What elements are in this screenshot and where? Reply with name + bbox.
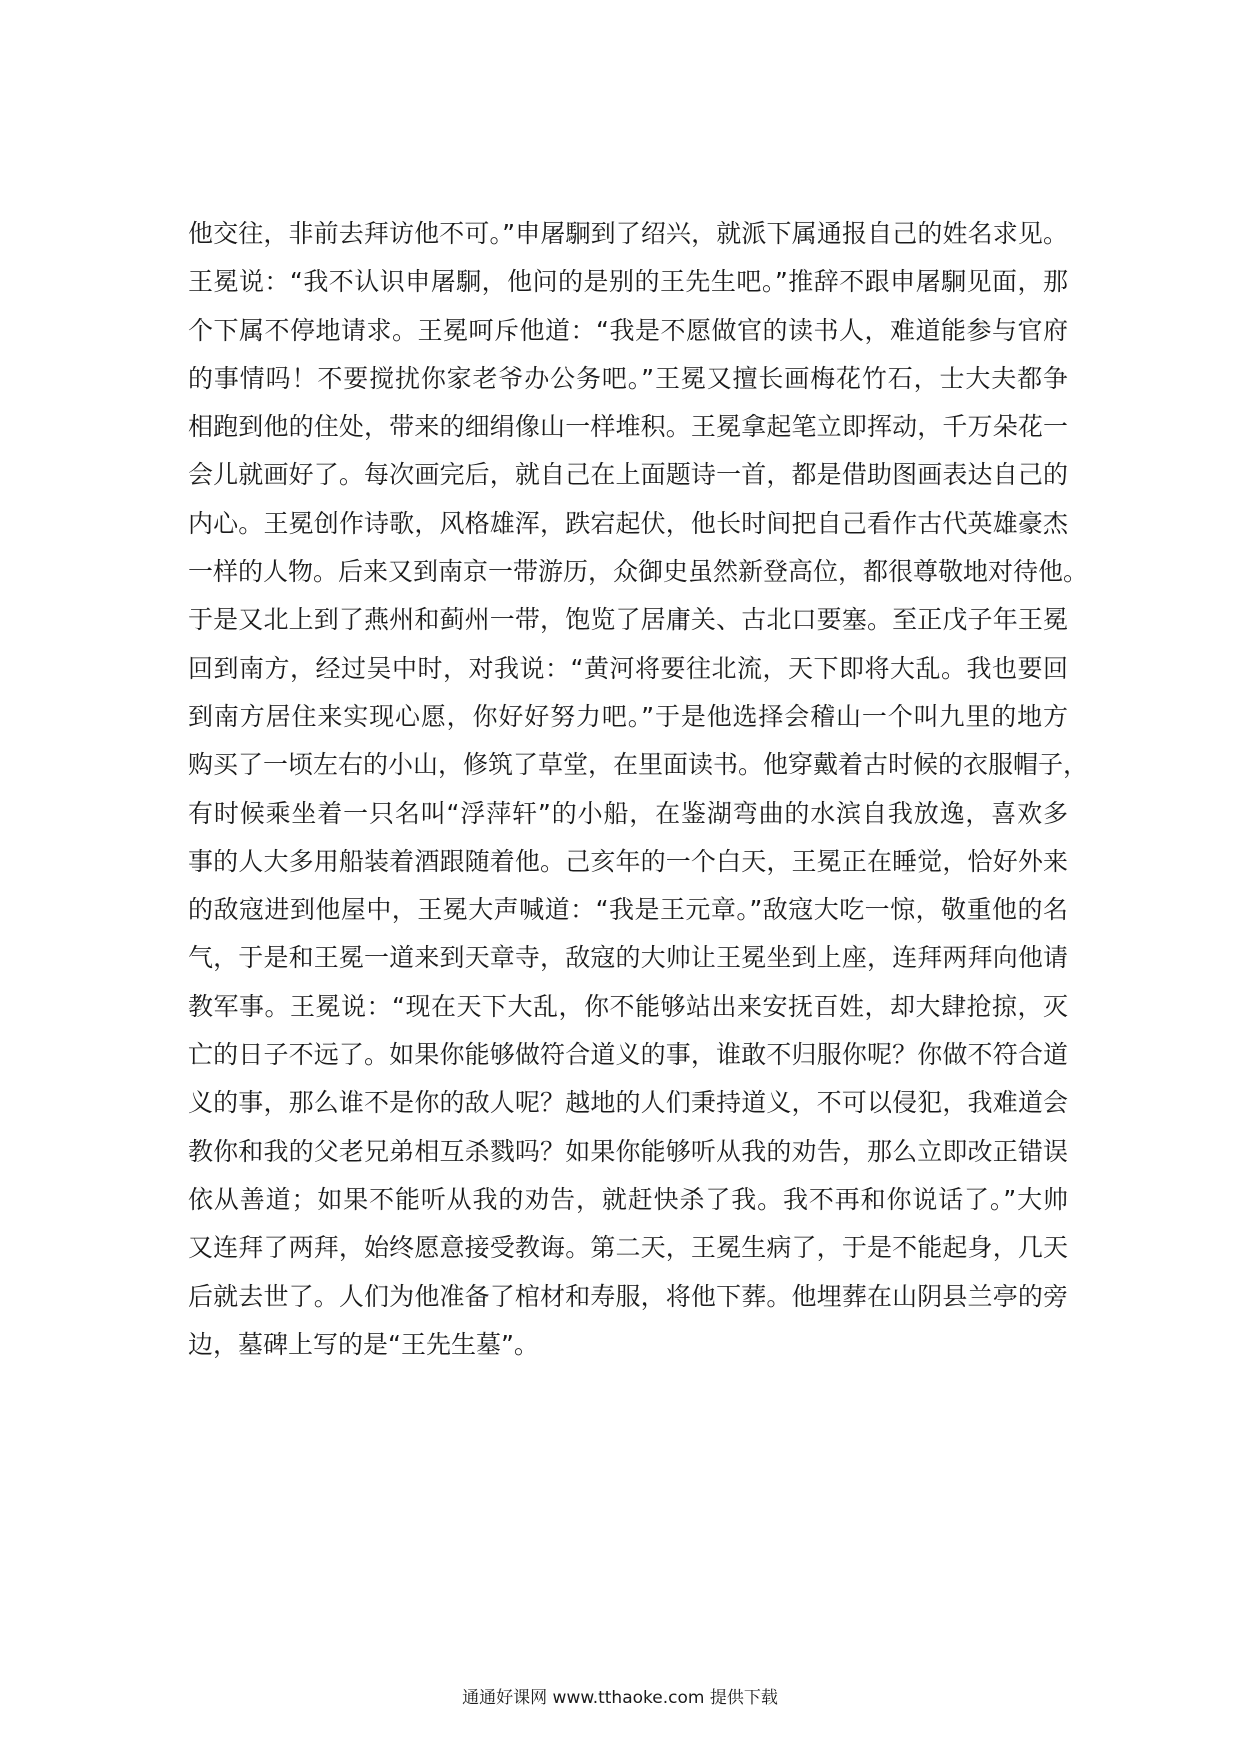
text-line: 的事情吗！不要搅扰你家老爷办公务吧。”王冕又擅长画梅花竹石，士大夫都争 [188, 363, 1068, 393]
text-line: 后就去世了。人们为他准备了棺材和寿服，将他下葬。他埋葬在山阴县兰亭的旁 [188, 1281, 1068, 1311]
text-line: 于是又北上到了燕州和蓟州一带，饱览了居庸关、古北口要塞。至正戊子年王冕 [188, 605, 1068, 635]
page-footer: 通通好课网 www.tthaoke.com 提供下载 [462, 1688, 778, 1708]
text-line: 回到南方，经过吴中时，对我说：“黄河将要往北流，天下即将大乱。我也要回 [188, 653, 1068, 683]
text-line: 他交往，非前去拜访他不可。”申屠駉到了绍兴，就派下属通报自己的姓名求见。 [188, 219, 1068, 248]
text-line: 购买了一顷左右的小山，修筑了草堂，在里面读书。他穿戴着古时候的衣服帽子， [188, 750, 1089, 780]
text-line: 到南方居住来实现心愿，你好好努力吧。”于是他选择会稽山一个叫九里的地方 [188, 701, 1068, 731]
text-line: 的敌寇进到他屋中，王冕大声喊道：“我是王元章。”敌寇大吃一惊，敬重他的名 [188, 895, 1068, 925]
text-line: 教你和我的父老兄弟相互杀戮吗？如果你能够听从我的劝告，那么立即改正错误 [188, 1136, 1068, 1166]
text-line: 内心。王冕创作诗歌，风格雄浑，跌宕起伏，他长时间把自己看作古代英雄豪杰 [188, 508, 1068, 538]
text-line: 会儿就画好了。每次画完后，就自己在上面题诗一首，都是借助图画表达自己的 [188, 460, 1068, 490]
text-line: 有时候乘坐着一只名叫“浮萍轩”的小船，在鉴湖弯曲的水滨自我放逸，喜欢多 [188, 798, 1068, 828]
text-line: 义的事，那么谁不是你的敌人呢？越地的人们秉持道义，不可以侵犯，我难道会 [188, 1088, 1068, 1118]
text-line: 依从善道；如果不能听从我的劝告，就赶快杀了我。我不再和你说话了。”大帅 [188, 1184, 1068, 1214]
text-line: 个下属不停地请求。王冕呵斥他道：“我是不愿做官的读书人，难道能参与官府 [188, 315, 1068, 345]
text-line: 一样的人物。后来又到南京一带游历，众御史虽然新登高位，都很尊敬地对待他。 [188, 557, 1089, 587]
text-line: 王冕说：“我不认识申屠駉，他问的是别的王先生吧。”推辞不跟申屠駉见面，那 [188, 267, 1068, 297]
text-line: 亡的日子不远了。如果你能够做符合道义的事，谁敢不归服你呢？你做不符合道 [188, 1040, 1068, 1070]
text-line: 气，于是和王冕一道来到天章寺，敌寇的大帅让王冕坐到上座，连拜两拜向他请 [188, 943, 1068, 973]
text-line: 又连拜了两拜，始终愿意接受教诲。第二天，王冕生病了，于是不能起身，几天 [188, 1233, 1068, 1263]
text-line: 事的人大多用船装着酒跟随着他。己亥年的一个白天，王冕正在睡觉，恰好外来 [188, 846, 1068, 876]
text-line: 相跑到他的住处，带来的细绢像山一样堆积。王冕拿起笔立即挥动，千万朵花一 [188, 412, 1068, 442]
body-text [188, 210, 1089, 1369]
text-line: 边，墓碑上写的是“王先生墓”。 [188, 1329, 539, 1359]
text-line: 教军事。王冕说：“现在天下大乱，你不能够站出来安抚百姓，却大肆抢掠，灭 [188, 991, 1068, 1021]
